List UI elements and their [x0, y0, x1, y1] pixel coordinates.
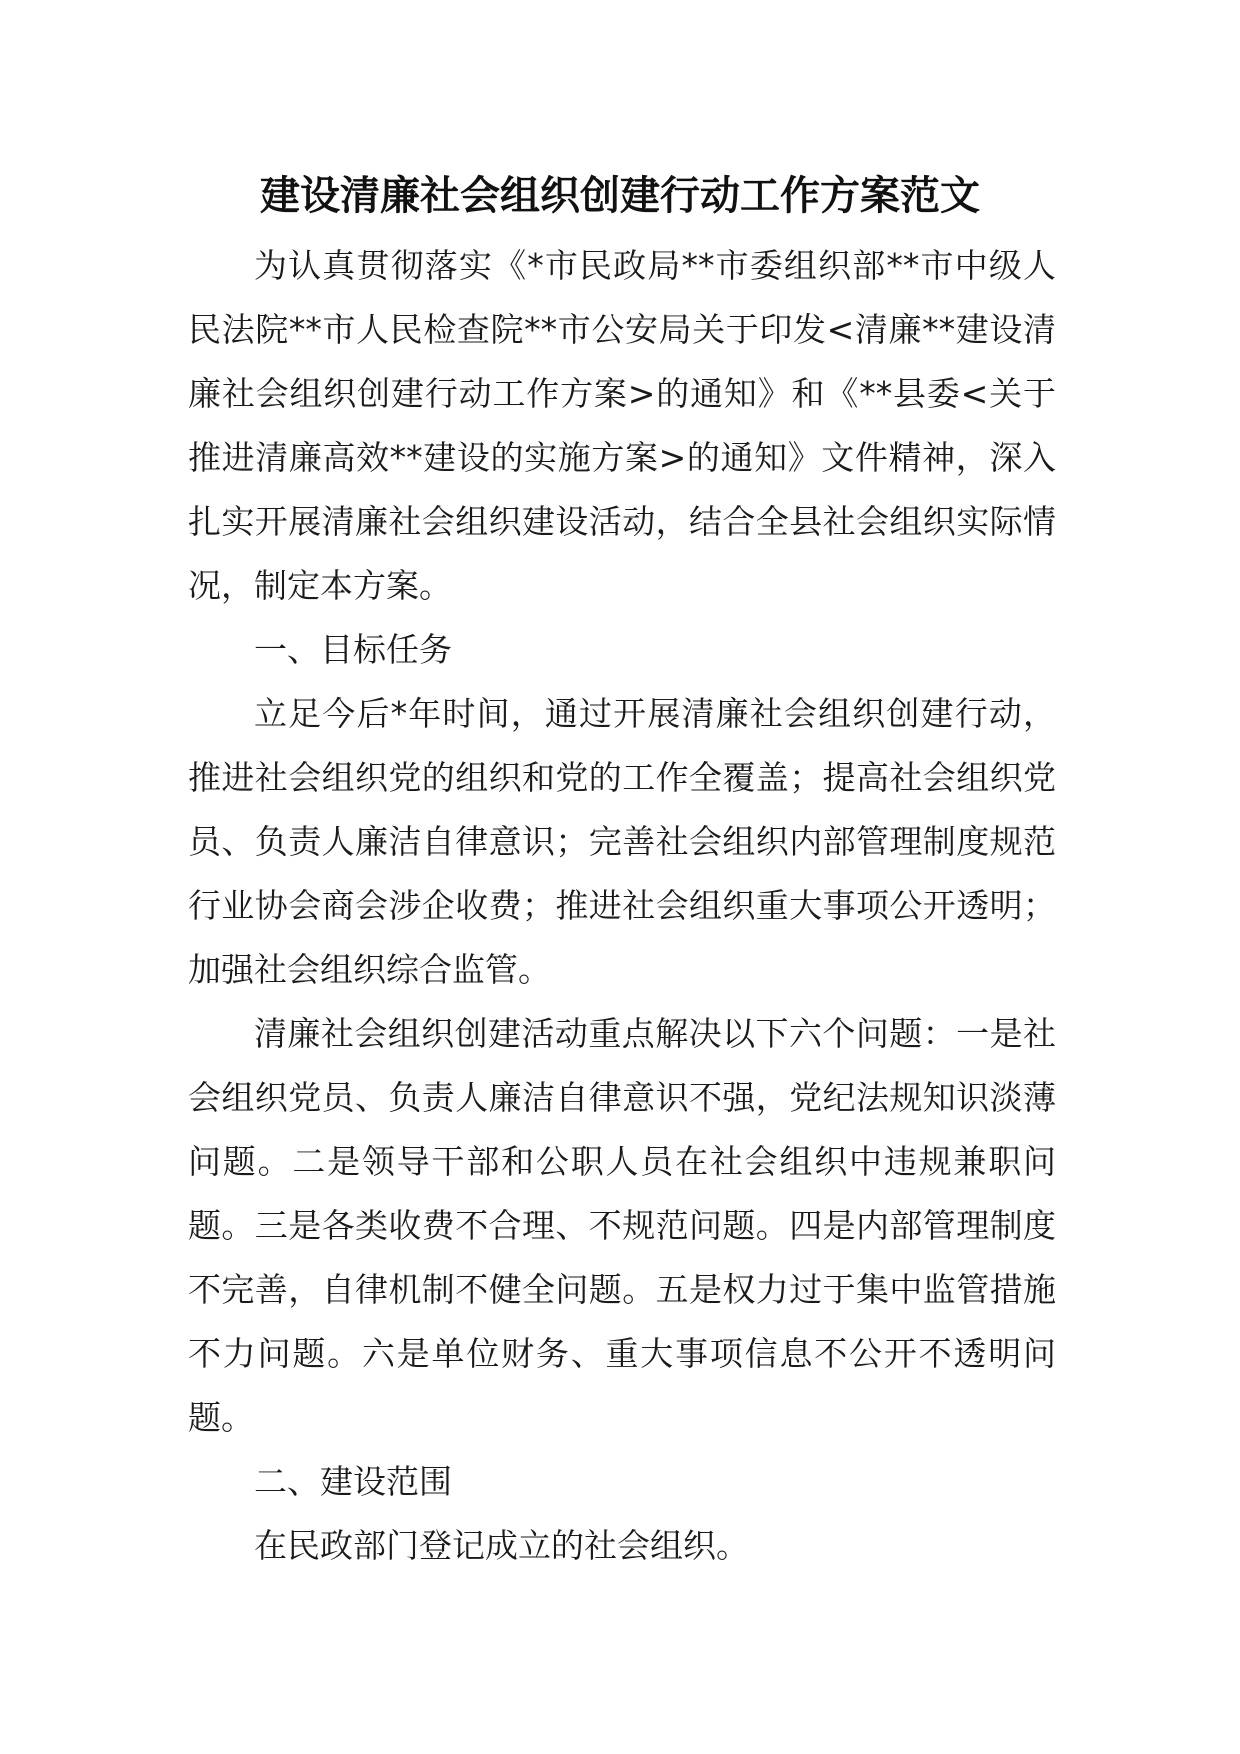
section-heading-goals: 一、目标任务 — [254, 630, 452, 669]
document-title: 建设清廉社会组织创建行动工作方案范文 — [260, 173, 980, 219]
paragraph-scope: 在民政部门登记成立的社会组织。 — [254, 1526, 749, 1565]
paragraph-six-problems: 清廉社会组织创建活动重点解决以下六个问题：一是社会组织党员、负责人廉洁自律意识不强，党纪法规知识淡薄问题。二是领导干部和公职人员在社会组织中违规兼职问题。三是各类收费不合理、不规范问题。四是内部管理制度不完善，自律机制不健全问题。五是权力过于集中监管措施不力问题。六是单位财务、重大事项信息不公开不透明问题。 — [188, 1014, 1056, 1437]
section-heading-scope: 二、建设范围 — [254, 1462, 452, 1501]
document-body — [188, 234, 1056, 1578]
paragraph-goals: 立足今后*年时间，通过开展清廉社会组织创建行动，推进社会组织党的组织和党的工作全覆盖；提高社会组织党员、负责人廉洁自律意识；完善社会组织内部管理制度规范行业协会商会涉企收费；推进社会组织重大事项公开透明；加强社会组织综合监管。 — [188, 694, 1056, 989]
paragraph-intro: 为认真贯彻落实《*市民政局**市委组织部**市中级人民法院**市人民检查院**市公安局关于印发<清廉**建设清廉社会组织创建行动工作方案>的通知》和《**县委<关于推进清廉高效**建设的实施方案>的通知》文件精神，深入扎实开展清廉社会组织建设活动，结合全县社会组织实际情况，制定本方案。 — [188, 246, 1056, 605]
